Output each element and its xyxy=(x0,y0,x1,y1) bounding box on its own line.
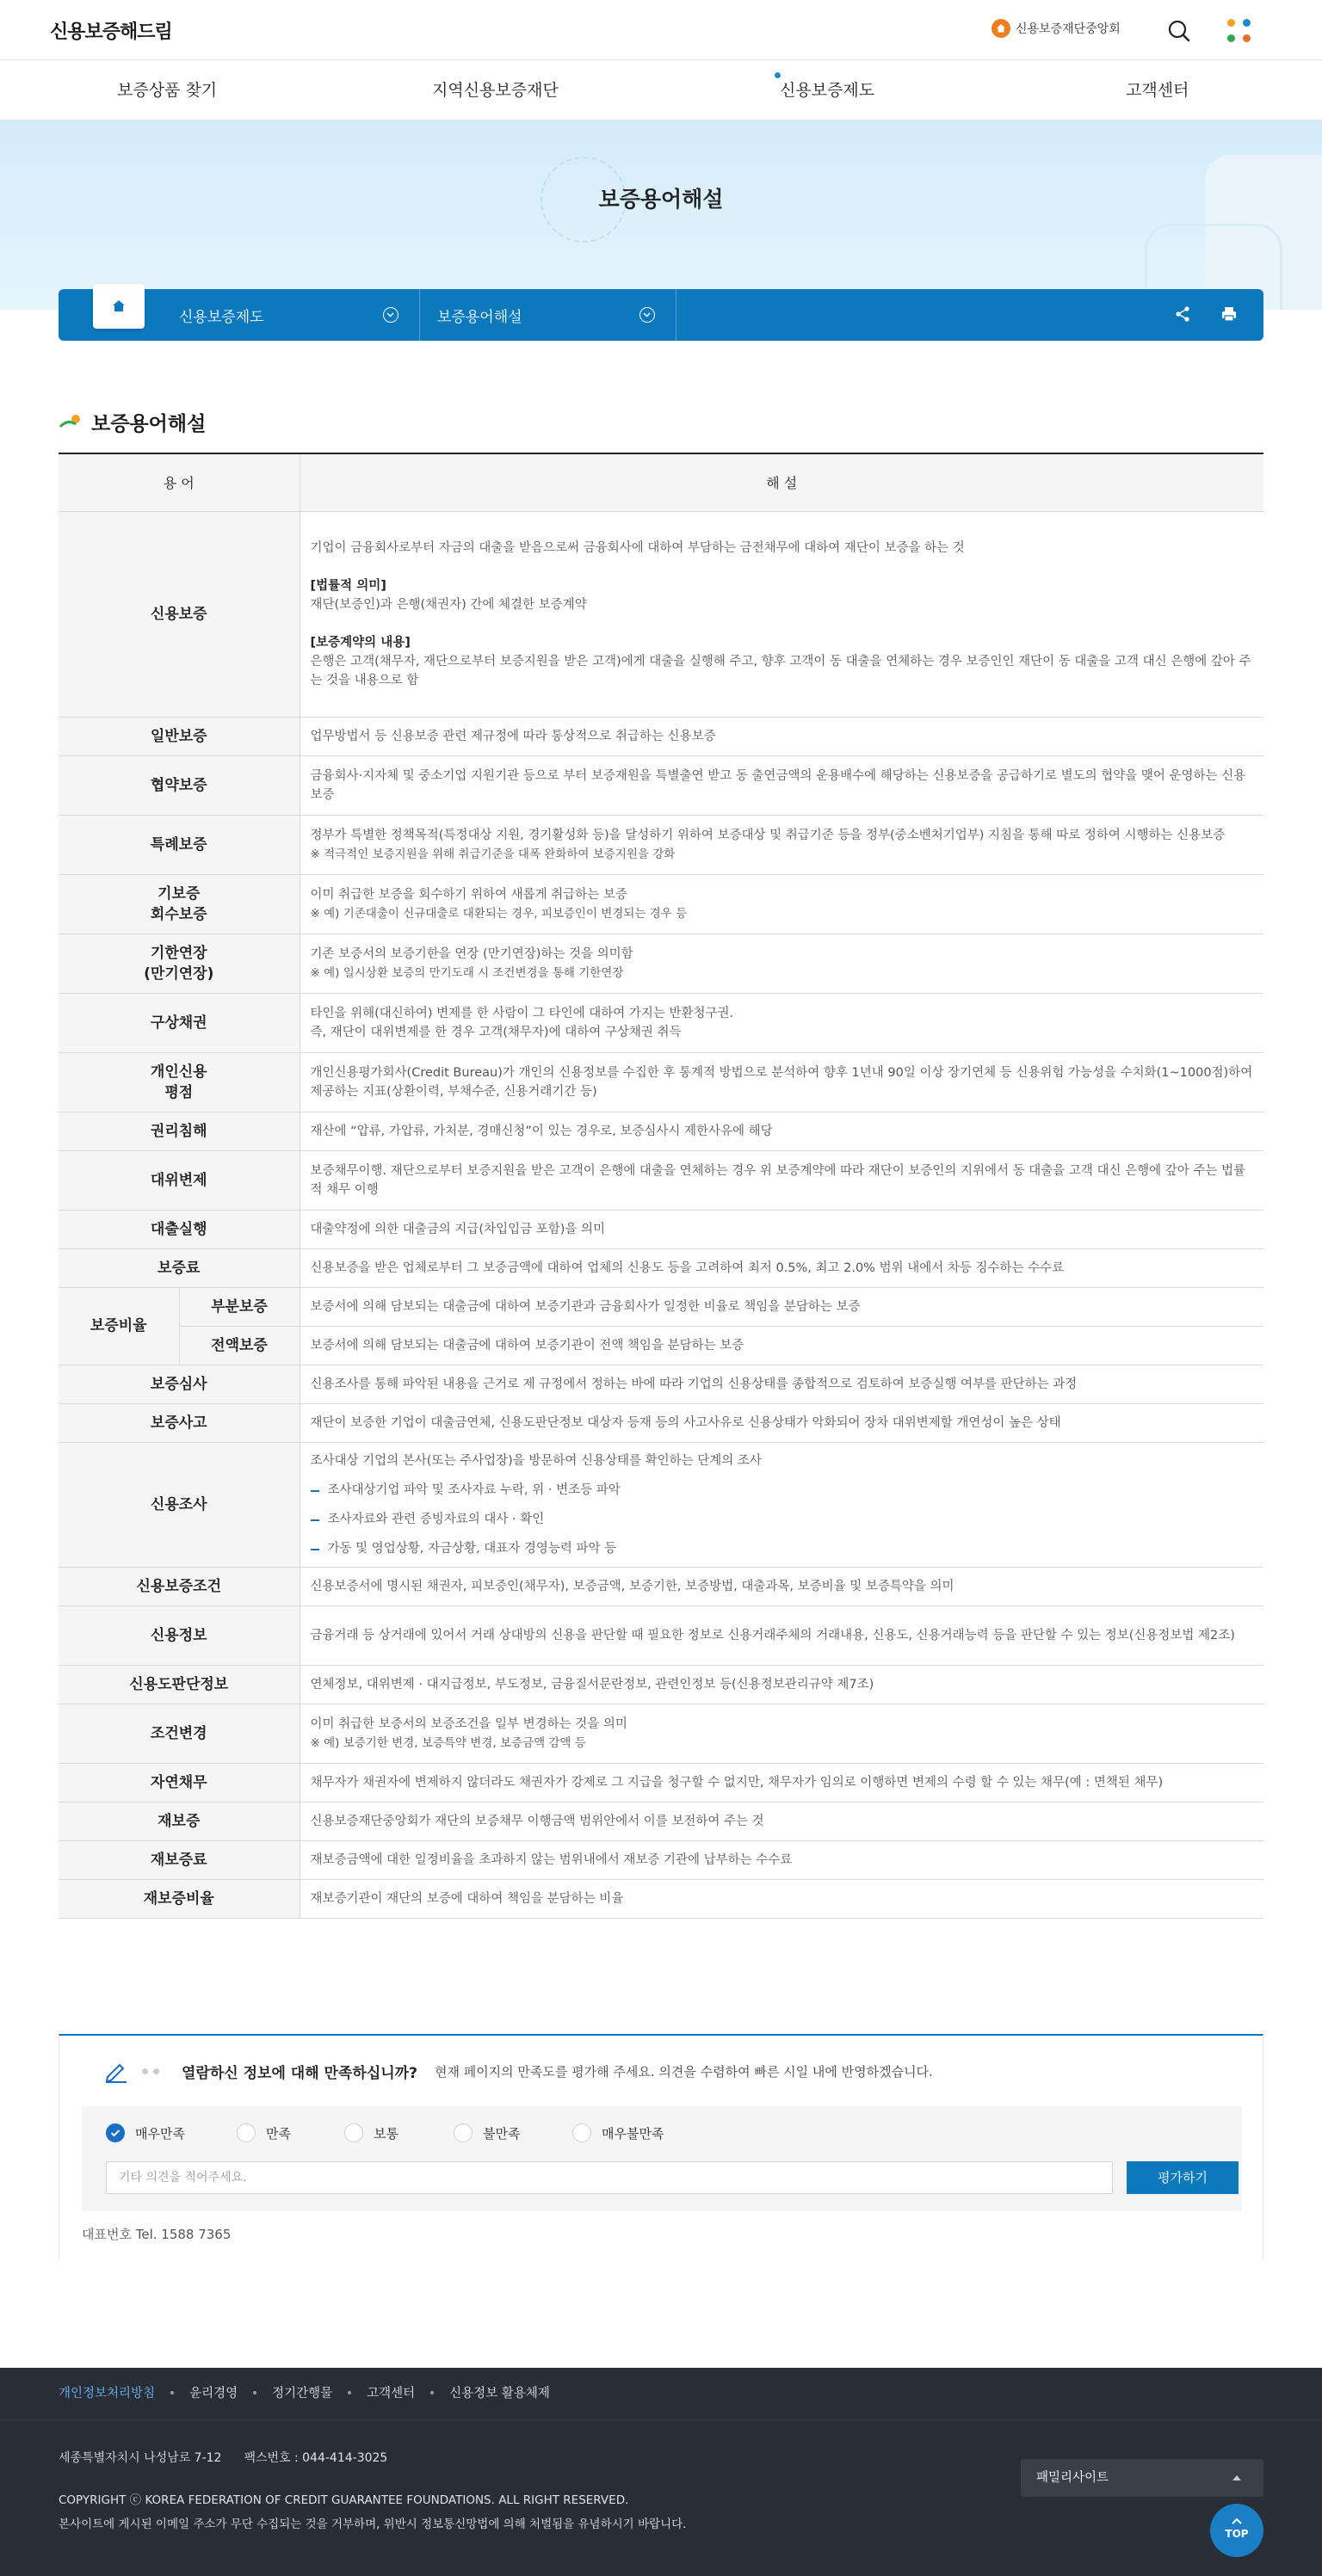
table-row xyxy=(59,1763,1263,1802)
term-cell: 특례보증 xyxy=(59,815,300,874)
description-cell xyxy=(300,511,1263,717)
description-list-item: 조사자료와 관련 증빙자료의 대사 · 확인 xyxy=(311,1510,1254,1529)
term-line: 기한연장 xyxy=(150,944,207,962)
radio-icon xyxy=(572,2123,591,2142)
description-text: 정부가 특별한 정책목적(특정대상 지원, 경기활성화 등)을 달성하기 위하여 보증대상 및 취급기준 등을 정부(중소벤처기업부) 지침을 통해 따로 정하여 시행하는 신용보증 xyxy=(310,828,1226,842)
description-note: ※ 예) 일시상환 보증의 만기도래 시 조건변경을 통해 기한연장 xyxy=(310,965,624,980)
term-cell xyxy=(59,1052,300,1112)
top-header xyxy=(0,0,1322,60)
term-line: 기보증 xyxy=(158,884,201,903)
separator xyxy=(430,2391,434,2394)
gnb-item-label: 신용보증제도 xyxy=(780,81,875,100)
description-cell: 보증서에 의해 담보되는 대출금에 대하여 보증기관이 전액 책임을 분담하는 보증 xyxy=(300,1326,1263,1365)
description-cell: 재보증기관이 재단의 보증에 대하여 책임을 분담하는 비율 xyxy=(300,1879,1263,1918)
description-cell xyxy=(300,874,1263,934)
term-cell: 조건변경 xyxy=(59,1704,300,1763)
radio-neutral[interactable] xyxy=(344,2123,398,2142)
location-home-button[interactable] xyxy=(93,284,145,329)
description-cell: 재산에 “압류, 가압류, 가처분, 경매신청”이 있는 경우로, 보증심사시 제한사유에 해당 xyxy=(300,1112,1263,1150)
description-cell xyxy=(300,934,1263,993)
term-line: 개인신용 xyxy=(150,1063,207,1081)
description-cell: 보증서에 의해 담보되는 대출금에 대하여 보증기관과 금융회사가 일정한 비율로 책임을 분담하는 보증 xyxy=(300,1287,1263,1326)
table-row xyxy=(59,1365,1263,1403)
term-line: 평점 xyxy=(164,1083,194,1101)
term-cell: 보증사고 xyxy=(59,1403,300,1442)
table-row xyxy=(59,1287,1263,1326)
location-tools xyxy=(1174,305,1238,327)
term-cell xyxy=(59,874,300,934)
table-row xyxy=(59,1403,1263,1442)
description-cell: 신용보증재단중앙회가 재단의 보증채무 이행금액 범위안에서 이를 보전하여 주는 것 xyxy=(300,1802,1263,1840)
chevron-down-icon xyxy=(383,307,398,323)
home-icon xyxy=(111,299,127,314)
term-cell: 대출실행 xyxy=(59,1210,300,1248)
separator xyxy=(253,2391,256,2394)
location-dropdown-depth1[interactable] xyxy=(145,289,420,341)
glossary-table xyxy=(59,453,1263,1919)
table-row xyxy=(59,934,1263,993)
table-row xyxy=(59,1442,1263,1567)
satisfaction-survey xyxy=(59,2034,1263,2259)
email-warning: 본사이트에 게시된 이메일 주소가 무단 수집되는 것을 거부하며, 위반시 정보통신망법에 의해 처벌됨을 유념하시기 바랍니다. xyxy=(59,2517,687,2531)
term-cell: 재보증비율 xyxy=(59,1879,300,1918)
column-header-description: 해 설 xyxy=(300,453,1263,511)
column-header-term: 용 어 xyxy=(59,453,300,511)
footer-link-ethics[interactable]: 윤리경영 xyxy=(189,2387,238,2400)
radio-icon xyxy=(454,2123,473,2142)
footer-link-credit-info[interactable]: 신용정보 활용체제 xyxy=(449,2387,550,2400)
footer-links xyxy=(59,2383,550,2401)
location-depth1-label: 신용보증제도 xyxy=(179,308,264,326)
table-row xyxy=(59,1248,1263,1287)
description-text: 즉, 재단이 대위변제를 한 경우 고객(채무자)에 대하여 구상채권 취득 xyxy=(310,1025,682,1039)
footer-address xyxy=(59,2449,387,2466)
description-cell: 신용보증을 받은 업체로부터 그 보증금액에 대하여 업체의 신용도 등을 고려하여 최저 0.5%, 최고 2.0% 범위 내에서 차등 징수하는 수수료 xyxy=(300,1248,1263,1287)
term-cell: 협약보증 xyxy=(59,755,300,815)
arrow-up-icon xyxy=(1231,2517,1243,2525)
table-row xyxy=(59,717,1263,755)
description-cell xyxy=(300,1442,1263,1567)
section-title xyxy=(59,408,206,436)
survey-header xyxy=(102,2058,933,2084)
survey-question: 열람하신 정보에 대해 만족하십니까? xyxy=(182,2064,417,2082)
survey-form xyxy=(82,2106,1242,2211)
description-cell xyxy=(300,815,1263,874)
term-cell: 보증심사 xyxy=(59,1365,300,1403)
description-cell xyxy=(300,993,1263,1052)
description-text: 기존 보증서의 보증기한을 연장 (만기연장)하는 것을 의미함 xyxy=(310,946,633,961)
radio-label: 매우만족 xyxy=(135,2125,185,2142)
description-heading: [보증계약의 내용] xyxy=(310,635,411,650)
address-text: 세종특별자치시 나성남로 7-12 xyxy=(59,2451,222,2465)
description-cell: 신용보증서에 명시된 채권자, 피보증인(채무자), 보증금액, 보증기한, 보증방법, 대출과목, 보증비율 및 보증특약을 의미 xyxy=(300,1567,1263,1605)
description-heading: [법률적 의미] xyxy=(310,578,386,593)
term-cell: 신용정보 xyxy=(59,1605,300,1665)
radio-checked-icon xyxy=(106,2123,125,2142)
description-cell: 업무방법서 등 신용보증 관련 제규정에 따라 통상적으로 취급하는 신용보증 xyxy=(300,717,1263,755)
radio-label: 보통 xyxy=(374,2125,398,2142)
representative-phone: 대표번호 Tel. 1588 7365 xyxy=(82,2227,232,2242)
gnb-item-regional-foundations[interactable]: 지역신용보증재단 xyxy=(432,81,559,100)
table-row xyxy=(59,1840,1263,1879)
main-navigation xyxy=(0,60,1322,120)
term-cell: 일반보증 xyxy=(59,717,300,755)
chevron-down-icon xyxy=(639,307,655,323)
description-cell: 재단이 보증한 기업이 대출금연체, 신용도판단정보 대상자 등재 등의 사고사유로 신용상태가 악화되어 장차 대위변제할 개연성이 높은 상태 xyxy=(300,1403,1263,1442)
term-cell: 신용보증조건 xyxy=(59,1567,300,1605)
scroll-top-label: TOP xyxy=(1225,2528,1249,2540)
term-cell: 보증료 xyxy=(59,1248,300,1287)
org-link[interactable] xyxy=(992,19,1121,38)
survey-description: 현재 페이지의 만족도를 평가해 주세요. 의견을 수렴하여 빠른 시일 내에 반영하겠습니다. xyxy=(434,2063,933,2080)
family-site-label: 패밀리사이트 xyxy=(1036,2471,1109,2485)
table-row xyxy=(59,815,1263,874)
footer-link-customer-center[interactable]: 고객센터 xyxy=(367,2387,416,2400)
term-line: 회수보증 xyxy=(150,905,207,923)
gnb-item-guarantee-system[interactable] xyxy=(780,77,874,101)
site-footer xyxy=(0,2368,1322,2576)
radio-dissatisfied[interactable] xyxy=(454,2123,520,2142)
description-cell: 채무자가 채권자에 변제하지 않더라도 채권자가 강제로 그 지급을 청구할 수 없지만, 채무자가 임의로 이행하면 변제의 수령 할 수 있는 채무(예 : 면책된 채무) xyxy=(300,1763,1263,1802)
family-site-select[interactable] xyxy=(1021,2459,1263,2497)
sub-term-cell: 전액보증 xyxy=(179,1326,300,1365)
pencil-icon xyxy=(102,2058,132,2084)
description-list-item: 가동 및 영업상황, 자금상황, 대표자 경영능력 파악 등 xyxy=(311,1539,1254,1558)
sub-term-cell: 부분보증 xyxy=(179,1287,300,1326)
description-text: 이미 취급한 보증을 회수하기 위하여 새롭게 취급하는 보증 xyxy=(310,887,627,902)
table-row xyxy=(59,1879,1263,1918)
description-text: 재단(보증인)과 은행(채권자) 간에 체결한 보증계약 xyxy=(310,597,587,612)
print-icon[interactable] xyxy=(1220,305,1238,327)
radio-icon xyxy=(344,2123,363,2142)
radio-very-satisfied[interactable] xyxy=(106,2123,185,2142)
term-cell: 보증비율 xyxy=(59,1287,179,1365)
footer-link-periodicals[interactable]: 정기간행물 xyxy=(272,2387,333,2400)
opinion-input[interactable]: 기타 의견을 적어주세요. xyxy=(106,2161,1113,2194)
table-row xyxy=(59,993,1263,1052)
separator xyxy=(170,2391,174,2394)
table-row xyxy=(59,1665,1263,1704)
table-row xyxy=(59,1605,1263,1665)
caret-up-icon xyxy=(1232,2475,1241,2480)
description-text: 은행은 고객(채무자, 재단으로부터 보증지원을 받은 고객)에게 대출을 실행해 주고, 향후 고객이 동 대출을 연체하는 경우 보증인인 재단이 동 대출을 고객 대신 은행에 갚아 주는 것을 내용으로 함 xyxy=(310,654,1251,687)
term-cell: 대위변제 xyxy=(59,1150,300,1210)
description-note: ※ 예) 보증기한 변경, 보증특약 변경, 보증금액 감액 등 xyxy=(310,1735,586,1750)
table-row xyxy=(59,1112,1263,1150)
radio-label: 불만족 xyxy=(483,2125,521,2142)
search-icon[interactable] xyxy=(1165,17,1193,45)
submit-rating-button[interactable]: 평가하기 xyxy=(1127,2161,1239,2194)
gnb-item-customer-center[interactable]: 고객센터 xyxy=(1126,81,1189,100)
description-text: 조사대상 기업의 본사(또는 주사업장)을 방문하여 신용상태를 확인하는 단계의 조사 xyxy=(310,1453,762,1468)
radio-icon xyxy=(237,2123,256,2142)
table-row xyxy=(59,1704,1263,1763)
description-cell: 연체정보, 대위변제 · 대지급정보, 부도정보, 금융질서문란정보, 관련인정보 등(신용정보관리규약 제7조) xyxy=(300,1665,1263,1704)
description-note: ※ 예) 기존대출이 신규대출로 대환되는 경우, 피보증인이 변경되는 경우 등 xyxy=(310,906,688,921)
location-bar xyxy=(59,289,1263,341)
table-row xyxy=(59,1802,1263,1840)
description-cell: 금융거래 등 상거래에 있어서 거래 상대방의 신용을 판단할 때 필요한 정보로 신용거래주체의 거래내용, 신용도, 신용거래능력 등을 판단할 수 있는 정보(신용정보법 제2조) xyxy=(300,1605,1263,1665)
term-cell: 권리침해 xyxy=(59,1112,300,1150)
term-line: (만기연장) xyxy=(144,964,214,983)
table-row xyxy=(59,511,1263,717)
radio-very-dissatisfied[interactable] xyxy=(572,2123,664,2142)
footer-divider xyxy=(0,2419,1322,2420)
table-row xyxy=(59,874,1263,934)
footer-link-privacy[interactable]: 개인정보처리방침 xyxy=(59,2387,156,2400)
section-title-icon xyxy=(59,414,84,431)
all-menu-icon[interactable] xyxy=(1226,17,1255,46)
description-cell: 신용조사를 통해 파악된 내용을 근거로 제 규정에서 정하는 바에 따라 기업의 신용상태를 종합적으로 검토하여 보증실행 여부를 판단하는 과정 xyxy=(300,1365,1263,1403)
radio-label: 만족 xyxy=(266,2125,291,2142)
description-list-item: 조사대상기업 파악 및 조사자료 누락, 위 · 변조등 파악 xyxy=(311,1481,1254,1500)
description-text: 기업이 금융회사로부터 자금의 대출을 받음으로써 금융회사에 대하여 부담하는 금전채무에 대하여 재단이 보증을 하는 것 xyxy=(310,540,965,555)
separator xyxy=(348,2391,351,2394)
page-title: 보증용어해설 xyxy=(598,187,724,212)
description-cell: 대출약정에 의한 대출금의 지급(차입입금 포함)을 의미 xyxy=(300,1210,1263,1248)
term-cell: 자연채무 xyxy=(59,1763,300,1802)
table-row xyxy=(59,755,1263,815)
share-icon[interactable] xyxy=(1174,305,1191,327)
term-cell xyxy=(59,934,300,993)
table-row xyxy=(59,1052,1263,1112)
fax-text: 팩스번호 : 044-414-3025 xyxy=(244,2451,388,2465)
description-note: ※ 적극적인 보증지원을 위해 취급기준을 대폭 완화하여 보증지원을 강화 xyxy=(310,847,676,861)
location-depth2-label: 보증용어해설 xyxy=(437,308,522,326)
description-cell: 금융회사·지자체 및 중소기업 지원기관 등으로 부터 보증재원을 특별출연 받고 동 출연금액의 운용배수에 해당하는 신용보증을 공급하기로 별도의 협약을 맺어 운영하는 신용보증 xyxy=(300,755,1263,815)
table-row xyxy=(59,1567,1263,1605)
gnb-item-products[interactable]: 보증상품 찾기 xyxy=(117,81,218,100)
description-cell xyxy=(300,1704,1263,1763)
term-cell: 신용보증 xyxy=(59,511,300,717)
sub-visual-banner xyxy=(0,120,1322,310)
table-row xyxy=(59,1210,1263,1248)
active-dot xyxy=(775,72,781,78)
home-icon xyxy=(992,19,1010,38)
description-cell: 개인신용평가회사(Credit Bureau)가 개인의 신용정보를 수집한 후 통계적 방법으로 분석하여 향후 1년내 90일 이상 장기연체 등 신용위험 가능성을 수치화(1~1000점)하여 제공하는 지표(상환이력, 부채수준, 신용거래기간 등) xyxy=(300,1052,1263,1112)
table-row xyxy=(59,1326,1263,1365)
radio-label: 매우불만족 xyxy=(602,2125,664,2142)
radio-satisfied[interactable] xyxy=(237,2123,291,2142)
term-cell: 재보증 xyxy=(59,1802,300,1840)
survey-dots xyxy=(142,2068,159,2074)
section-title-text: 보증용어해설 xyxy=(91,413,207,435)
term-cell: 구상채권 xyxy=(59,993,300,1052)
description-cell: 재보증금액에 대한 일정비율을 초과하지 않는 범위내에서 재보증 기관에 납부하는 수수료 xyxy=(300,1840,1263,1879)
table-row xyxy=(59,1150,1263,1210)
scroll-top-button[interactable] xyxy=(1210,2504,1263,2557)
org-link-label: 신용보증재단중앙회 xyxy=(1016,22,1121,36)
description-text: 이미 취급한 보증서의 보증조건을 일부 변경하는 것을 의미 xyxy=(310,1716,627,1731)
term-cell: 신용조사 xyxy=(59,1442,300,1567)
term-cell: 재보증료 xyxy=(59,1840,300,1879)
description-text: 타인을 위해(대신하여) 변제를 한 사람이 그 타인에 대하여 가지는 반환청구권. xyxy=(310,1006,734,1020)
location-dropdown-depth2[interactable] xyxy=(420,289,676,341)
copyright: COPYRIGHT ⓒ KOREA FEDERATION OF CREDIT GUARANTEE FOUNDATIONS. ALL RIGHT RESERVED. xyxy=(59,2493,629,2507)
description-cell: 보증채무이행. 재단으로부터 보증지원을 받은 고객이 은행에 대출을 연체하는 경우 위 보증계약에 따라 재단이 보증인의 지위에서 동 대출을 고객 대신 은행에 갚아 주는 법률적 채무 이행 xyxy=(300,1150,1263,1210)
term-cell: 신용도판단정보 xyxy=(59,1665,300,1704)
site-logo[interactable]: 신용보증해드림 xyxy=(50,22,172,43)
